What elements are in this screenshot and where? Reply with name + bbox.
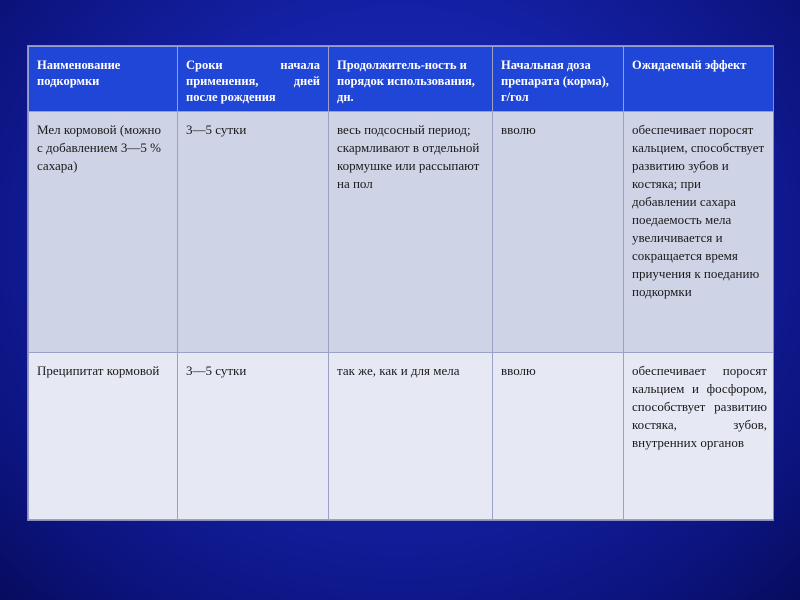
header-feed-name: Наименование подкормки bbox=[29, 47, 178, 112]
cell-duration: так же, как и для мела bbox=[329, 353, 493, 520]
header-initial-dose: Начальная доза препарата (корма), г/гол bbox=[493, 47, 624, 112]
cell-initial-dose: вволю bbox=[493, 353, 624, 520]
cell-expected-effect: обеспечивает поросят кальцием, способствует развитию зубов и костяка; при добавлении сахара поедаемость мела увеличивается и сокращается время приучения к поеданию подкормки bbox=[624, 112, 775, 353]
table-row bbox=[29, 353, 775, 520]
cell-start-time: 3—5 сутки bbox=[178, 112, 329, 353]
cell-feed-name: Преципитат кормовой bbox=[29, 353, 178, 520]
header-start-time: Сроки начала применения, дней после рождения bbox=[178, 47, 329, 112]
cell-duration: весь подсосный период; скармливают в отдельной кормушке или рассыпают на пол bbox=[329, 112, 493, 353]
table-header-row bbox=[29, 47, 775, 112]
cell-expected-effect: обеспечивает поросят кальцием и фосфором, способствует развитию костяка, зубов, внутренних органов bbox=[624, 353, 775, 520]
header-expected-effect: Ожидаемый эффект bbox=[624, 47, 775, 112]
cell-feed-name: Мел кормовой (можно с добавлением 3—5 % сахара) bbox=[29, 112, 178, 353]
feeding-table-container bbox=[27, 45, 774, 521]
table-row bbox=[29, 112, 775, 353]
cell-initial-dose: вволю bbox=[493, 112, 624, 353]
feeding-table bbox=[28, 46, 774, 520]
cell-start-time: 3—5 сутки bbox=[178, 353, 329, 520]
header-duration: Продолжитель-ность и порядок использования, дн. bbox=[329, 47, 493, 112]
